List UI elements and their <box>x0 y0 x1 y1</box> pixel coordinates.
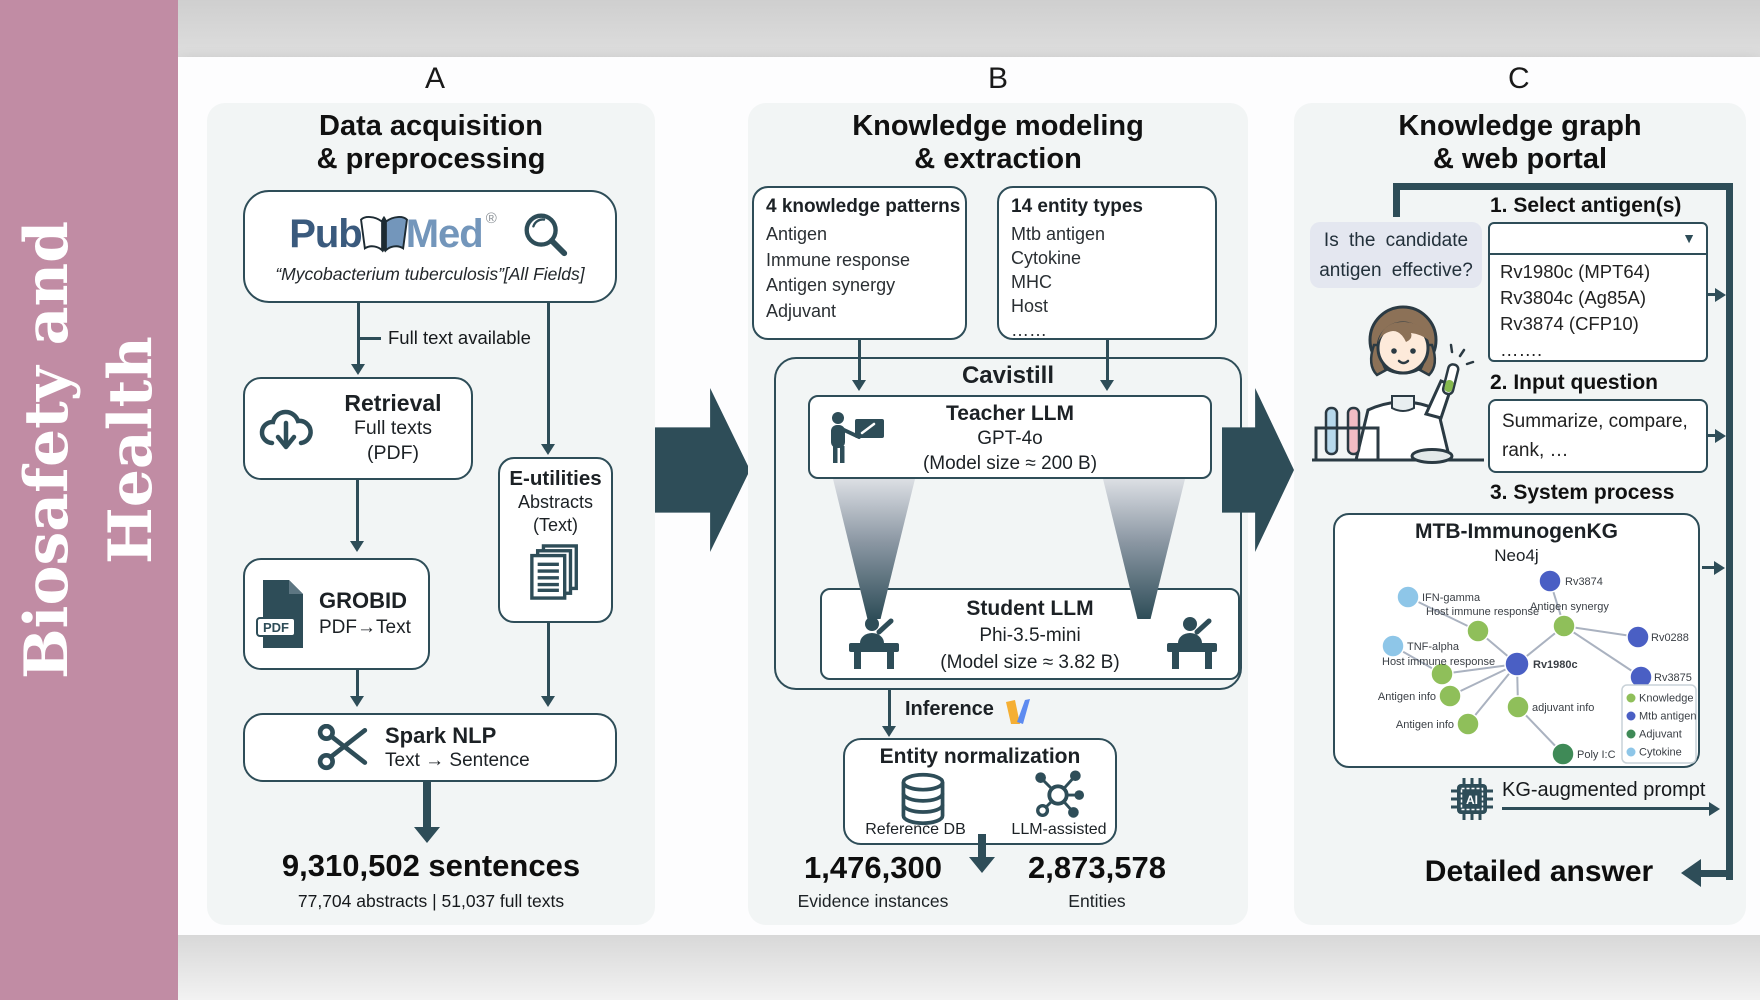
kg-node-label: adjuvant info <box>1532 702 1595 714</box>
feedback-pipe-bottom <box>1700 870 1733 877</box>
retrieval-title: Retrieval <box>344 390 442 416</box>
chevron-down-icon[interactable]: ▼ <box>1682 230 1696 246</box>
legend-label: Mtb antigen <box>1639 710 1697 723</box>
kg-node <box>1507 696 1529 718</box>
llm-assisted-label: LLM-assisted <box>1011 821 1107 838</box>
kg-node-label: Rv3875 <box>1654 672 1692 684</box>
pdf-badge: PDF <box>263 620 289 635</box>
flow-eutilities-to-spark <box>547 623 550 697</box>
flow-normalization-to-results <box>978 834 986 858</box>
teacher-box <box>808 395 1212 479</box>
flow-pubmed-to-eutilities <box>547 303 550 445</box>
search-icon <box>519 208 571 260</box>
journal-sidebar <box>0 0 178 1000</box>
student-size: (Model size ≈ 3.82 B) <box>940 652 1120 673</box>
entities-label: Entities <box>1068 891 1126 911</box>
kg-node <box>1382 635 1404 657</box>
panel-label-b: B <box>988 62 1009 95</box>
journal-title <box>5 221 173 679</box>
kg-node <box>1439 685 1461 707</box>
ai-chip-icon <box>1450 777 1494 821</box>
kg-graph <box>1338 569 1698 767</box>
journal-title-line2: Health <box>96 336 166 564</box>
retrieval-line1: Full texts <box>353 417 433 439</box>
pattern-item: Adjuvant <box>766 300 837 321</box>
kg-node-label: Host immune response <box>1382 656 1496 668</box>
kg-node-label: TNF-alpha <box>1407 641 1459 653</box>
journal-title-line1: Biosafety and <box>12 220 82 680</box>
pattern-item: Immune response <box>766 249 911 270</box>
entity-type-item: …… <box>1011 320 1047 340</box>
grobid-title: GROBID <box>319 588 407 613</box>
kg-node-label: Poly I:C <box>1577 749 1616 761</box>
dropdown-item[interactable]: ……. <box>1500 339 1543 360</box>
teacher-model: GPT-4o <box>977 428 1043 449</box>
kg-node-label: IFN-gamma <box>1422 592 1481 604</box>
panel-c-title: Knowledge graph & web portal <box>1398 110 1642 175</box>
kg-node <box>1627 626 1649 648</box>
pubmed-book-icon <box>359 212 409 256</box>
legend-dot <box>1627 712 1636 721</box>
entity-types-title: 14 entity types <box>1011 196 1143 217</box>
eutilities-box <box>498 457 613 623</box>
flow-input-to-pipe <box>1708 434 1716 437</box>
inference-label: Inference <box>905 698 994 720</box>
flow-grobid-to-spark <box>356 670 359 697</box>
dropdown-item[interactable]: Rv1980c (MPT64) <box>1500 261 1651 282</box>
eutilities-title: E-utilities <box>509 467 602 490</box>
pubmed-query: “Mycobacterium tuberculosis”[All Fields] <box>275 264 585 284</box>
pattern-item: Antigen <box>766 224 828 244</box>
student-model: Phi-3.5-mini <box>979 625 1081 646</box>
flow-spark-to-result <box>423 782 431 828</box>
kg-node <box>1553 615 1575 637</box>
pubmed-box <box>243 190 617 303</box>
legend-label: Adjuvant <box>1639 728 1682 741</box>
patterns-title: 4 knowledge patterns <box>766 196 961 217</box>
kg-node-label: Antigen info <box>1377 691 1436 703</box>
flow-dropdown-to-pipe <box>1708 293 1716 296</box>
cavistill-title: Cavistill <box>961 362 1055 389</box>
teacher-title: Teacher LLM <box>946 402 1074 425</box>
branch-label: Full text available <box>388 327 531 348</box>
entity-type-item: MHC <box>1011 272 1052 292</box>
normalization-box <box>843 738 1117 845</box>
kg-node-label: Antigen synergy <box>1530 601 1609 613</box>
question-bubble: Is the candidate antigen effective? <box>1310 222 1482 288</box>
pdf-file-icon <box>255 576 309 652</box>
kg-title: MTB-ImmunogenKG <box>1415 520 1618 543</box>
sentences-detail: 77,704 abstracts | 51,037 full texts <box>297 891 565 911</box>
kg-node <box>1505 652 1529 676</box>
database-icon <box>897 772 949 826</box>
reference-db-label: Reference DB <box>865 821 966 838</box>
kg-node-label: Antigen info <box>1395 719 1454 731</box>
legend-dot <box>1627 730 1636 739</box>
pubmed-logo-pub: Pub <box>289 211 362 256</box>
pubmed-logo <box>289 208 571 260</box>
entity-type-item: Host <box>1011 296 1049 316</box>
step1-title: 1. Select antigen(s) <box>1490 194 1682 217</box>
ai-chip-label: AI <box>1466 793 1478 807</box>
spark-title: Spark NLP <box>385 722 497 748</box>
eutilities-line2: (Text) <box>533 515 578 535</box>
student-icon-left <box>846 614 902 670</box>
kg-node-label: Host immune response <box>1426 606 1540 618</box>
legend-label: Knowledge <box>1639 692 1694 705</box>
teacher-size: (Model size ≈ 200 B) <box>922 453 1098 474</box>
feedback-pipe-stub <box>1393 183 1400 217</box>
scientist-illustration <box>1312 290 1484 480</box>
flow-patterns-to-teacher <box>858 340 861 381</box>
kg-subtitle: Neo4j <box>1494 546 1539 565</box>
branch-tick <box>358 337 381 340</box>
entities-count: 2,873,578 <box>1028 850 1166 885</box>
flow-kg-to-pipe <box>1702 566 1715 569</box>
bottom-band <box>178 935 1760 1000</box>
detailed-answer: Detailed answer <box>1424 855 1654 888</box>
flow-pubmed-to-retrieval <box>357 303 360 365</box>
vllm-icon <box>1002 696 1034 728</box>
retrieval-box <box>243 377 473 480</box>
panel-label-c: C <box>1508 62 1530 95</box>
panel-b-title: Knowledge modeling & extraction <box>852 110 1144 175</box>
kg-prompt-label: KG-augmented prompt <box>1502 779 1706 801</box>
flow-retrieval-to-grobid <box>356 480 359 542</box>
question-input[interactable]: Summarize, compare, rank, … <box>1488 399 1708 473</box>
grobid-box <box>243 558 430 670</box>
patterns-box <box>752 186 967 340</box>
legend-dot <box>1627 748 1636 757</box>
sentences-count: 9,310,502 sentences <box>281 848 581 883</box>
kg-legend <box>1622 685 1696 763</box>
retrieval-line2: (PDF) <box>367 442 419 464</box>
pattern-item: Antigen synergy <box>766 275 896 295</box>
spark-subtitle: Text → Sentence <box>385 749 530 771</box>
molecule-icon <box>1031 768 1085 824</box>
kg-node-label: Rv0288 <box>1651 632 1689 644</box>
legend-label: Cytokine <box>1639 746 1682 759</box>
kg-prompt-arrow <box>1502 807 1710 810</box>
kg-node <box>1539 570 1561 592</box>
panel-label-a: A <box>425 62 446 95</box>
dropdown-select-strip[interactable] <box>1490 224 1706 255</box>
kg-node <box>1457 713 1479 735</box>
entity-types-box <box>997 186 1217 340</box>
kg-node <box>1552 743 1574 765</box>
kg-node-label: Rv1980c <box>1533 659 1578 671</box>
grobid-subtitle: PDF→Text <box>319 617 411 638</box>
student-icon-right <box>1164 614 1220 670</box>
evidence-label: Evidence instances <box>797 891 949 911</box>
panel-a-title: Data acquisition & preprocessing <box>316 110 546 175</box>
eutilities-line1: Abstracts <box>517 492 594 512</box>
evidence-count: 1,476,300 <box>804 850 942 885</box>
flow-entities-to-teacher <box>1106 340 1109 381</box>
normalization-title: Entity normalization <box>879 745 1081 768</box>
entity-type-item: Mtb antigen <box>1011 224 1106 244</box>
dropdown-list <box>1490 255 1706 365</box>
entity-type-item: Cytokine <box>1011 248 1082 268</box>
spark-box <box>243 713 617 782</box>
documents-icon <box>528 542 584 602</box>
student-title: Student LLM <box>966 597 1094 620</box>
kg-node-label: Rv3874 <box>1565 576 1603 588</box>
top-band <box>178 0 1760 57</box>
registered-mark: ® <box>485 210 497 227</box>
dropdown-item[interactable]: Rv3874 (CFP10) <box>1500 313 1639 334</box>
scissors-icon <box>317 724 369 772</box>
legend-dot <box>1627 694 1636 703</box>
kg-box <box>1333 513 1700 768</box>
answer-arrowhead <box>1681 859 1701 887</box>
kg-node <box>1397 586 1419 608</box>
kg-node <box>1467 620 1489 642</box>
pubmed-logo-med: Med <box>405 211 483 256</box>
dropdown-item[interactable]: Rv3804c (Ag85A) <box>1500 287 1647 308</box>
antigen-dropdown[interactable] <box>1488 222 1708 362</box>
step3-title: 3. System process <box>1490 481 1675 504</box>
step2-title: 2. Input question <box>1490 371 1658 394</box>
cloud-download-icon <box>257 404 315 454</box>
feedback-pipe-top <box>1393 183 1733 190</box>
inference-arrow <box>888 690 891 727</box>
feedback-pipe-right <box>1726 183 1733 880</box>
